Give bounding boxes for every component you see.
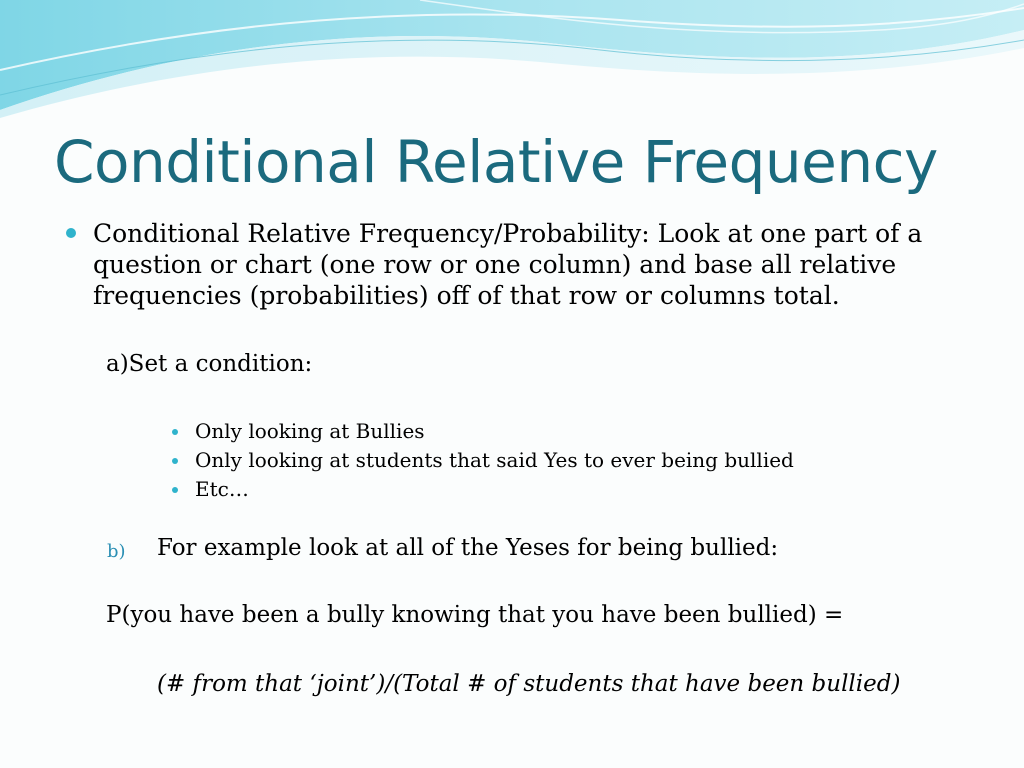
list-item-text: Etc…	[195, 477, 249, 501]
decorative-wave-header	[0, 0, 1024, 120]
bullet-dot	[172, 429, 178, 435]
slide-title: Conditional Relative Frequency	[54, 128, 938, 196]
condition-list	[172, 417, 794, 504]
formula: (# from that ‘joint’)/(Total # of students that have been bullied)	[157, 671, 901, 697]
list-item	[172, 475, 794, 504]
example-text: For example look at all of the Yeses for being bullied:	[157, 535, 779, 561]
list-item-text: Only looking at Bullies	[195, 419, 425, 443]
probability-statement: P(you have been a bully knowing that you have been bullied) =	[106, 602, 844, 628]
example-label: b)	[107, 541, 126, 562]
condition-heading: a)Set a condition:	[106, 351, 313, 377]
list-item	[172, 417, 794, 446]
bullet-dot	[172, 487, 178, 493]
main-bullet-text: Conditional Relative Frequency/Probability: Look at one part of a question or chart (one row or one column) and base all relative frequencies (probabilities) off of that row or columns total.	[93, 219, 923, 310]
list-item	[172, 446, 794, 475]
bullet-dot	[172, 458, 178, 464]
list-item-text: Only looking at students that said Yes to ever being bullied	[195, 448, 794, 472]
main-bullet-dot	[66, 228, 76, 238]
